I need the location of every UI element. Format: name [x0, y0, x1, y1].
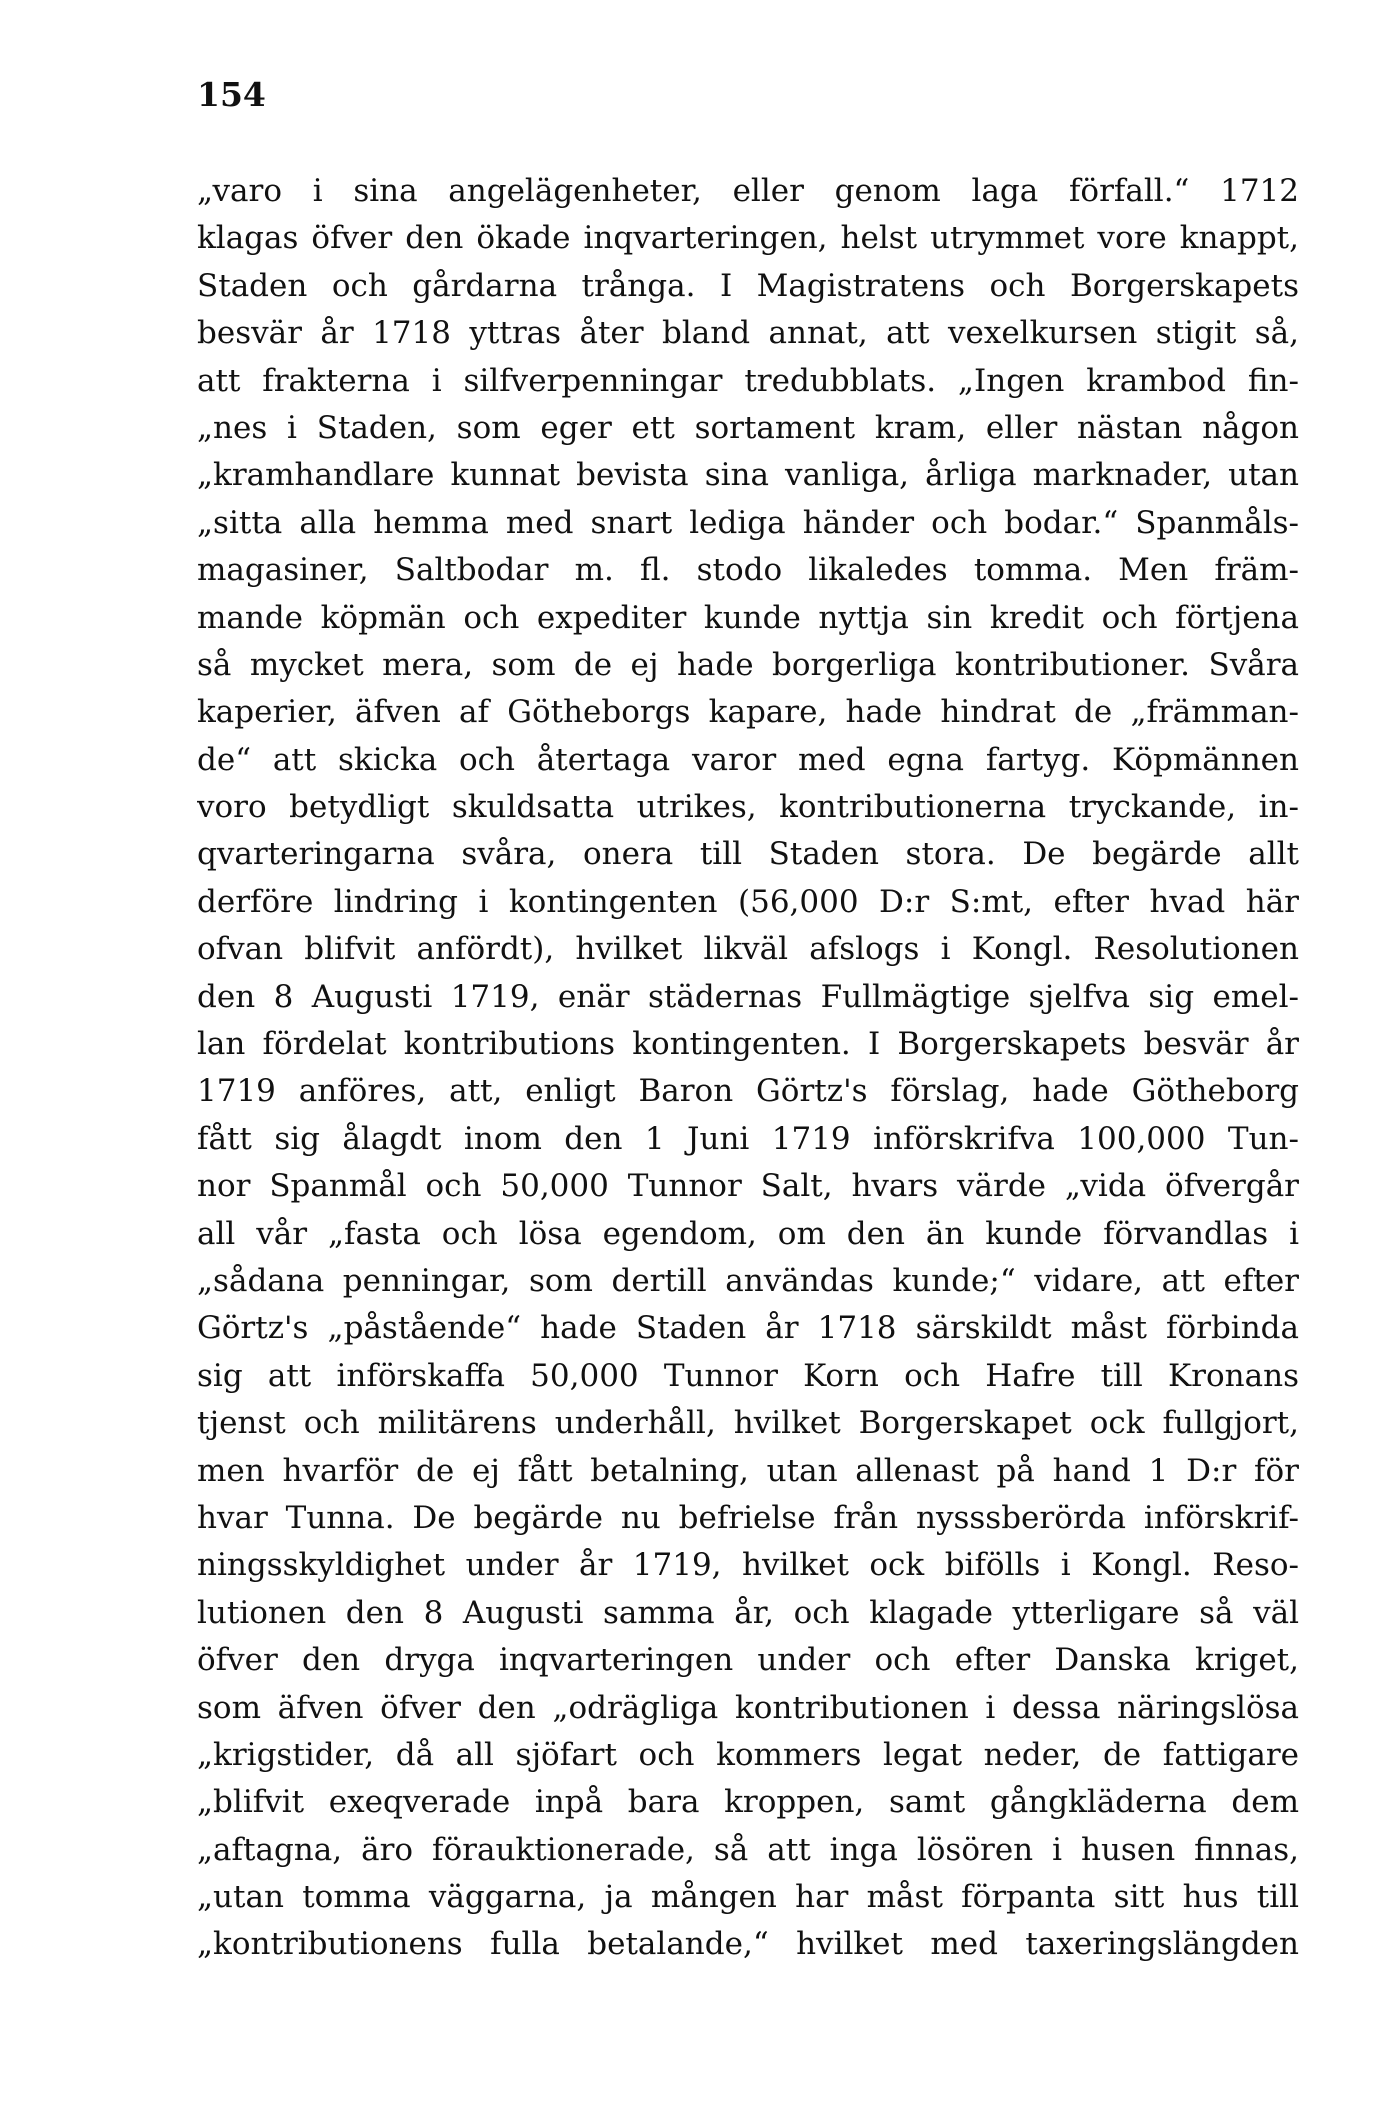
text-line: som äfven öfver den „odrägliga kontributionen i dessa näringslösa	[197, 1689, 1299, 1726]
text-line: klagas öfver den ökade inqvarteringen, helst utrymmet vore knappt,	[197, 220, 1299, 257]
text-line: nor Spanmål och 50,000 Tunnor Salt, hvars värde „vida öfvergår	[197, 1168, 1299, 1205]
body-text	[197, 168, 1299, 1969]
text-line: „nes i Staden, som eger ett sortament kram, eller nästan någon	[197, 409, 1299, 446]
page-number: 154	[197, 75, 266, 114]
text-line: tjenst och militärens underhåll, hvilket Borgerskapet ock fullgjort,	[197, 1405, 1299, 1442]
text-line: fått sig ålagdt inom den 1 Juni 1719 införskrifva 100,000 Tun-	[197, 1120, 1299, 1157]
text-line: sig att införskaffa 50,000 Tunnor Korn och Hafre till Kronans	[197, 1357, 1299, 1394]
text-line: voro betydligt skuldsatta utrikes, kontributionerna tryckande, in-	[197, 789, 1299, 826]
text-line: den 8 Augusti 1719, enär städernas Fullmägtige sjelfva sig emel-	[197, 978, 1299, 1015]
text-line: Staden och gårdarna trånga. I Magistratens och Borgerskapets	[197, 267, 1299, 304]
text-line: „kontributionens fulla betalande,“ hvilket med taxeringslängden	[197, 1926, 1299, 1963]
text-line: mande köpmän och expediter kunde nyttja sin kredit och förtjena	[197, 599, 1299, 636]
text-line: lutionen den 8 Augusti samma år, och klagade ytterligare så väl	[197, 1594, 1299, 1631]
text-line: besvär år 1718 yttras åter bland annat, att vexelkursen stigit så,	[197, 315, 1299, 352]
text-line: att frakterna i silfverpenningar tredubblats. „Ingen krambod fin-	[197, 362, 1299, 399]
text-line: „varo i sina angelägenheter, eller genom laga förfall.“ 1712	[197, 173, 1299, 209]
text-line: magasiner, Saltbodar m. fl. stodo likaledes tomma. Men främ-	[197, 552, 1299, 589]
text-line: så mycket mera, som de ej hade borgerliga kontributioner. Svåra	[197, 646, 1299, 683]
text-line: „sitta alla hemma med snart lediga händer och bodar.“ Spanmåls-	[197, 504, 1299, 541]
text-line: „aftagna, äro förauktionerade, så att inga lösören i husen finnas,	[197, 1831, 1299, 1868]
text-line: all vår „fasta och lösa egendom, om den än kunde förvandlas i	[197, 1215, 1299, 1252]
text-line: de“ att skicka och återtaga varor med egna fartyg. Köpmännen	[197, 741, 1299, 778]
text-line: 1719 anföres, att, enligt Baron Görtz's förslag, hade Götheborg	[197, 1073, 1299, 1110]
text-line: derföre lindring i kontingenten (56,000 D:r S:mt, efter hvad här	[197, 883, 1299, 920]
text-line: „kramhandlare kunnat bevista sina vanliga, årliga marknader, utan	[197, 457, 1299, 494]
text-line: qvarteringarna svåra, onera till Staden stora. De begärde allt	[197, 836, 1299, 873]
text-line: lan fördelat kontributions kontingenten. I Borgerskapets besvär år	[197, 1026, 1299, 1063]
text-line: „krigstider, då all sjöfart och kommers legat neder, de fattigare	[197, 1736, 1299, 1773]
text-line: kaperier, äfven af Götheborgs kapare, hade hindrat de „främman-	[197, 694, 1299, 731]
text-line: „blifvit exeqverade inpå bara kroppen, samt gångkläderna dem	[197, 1784, 1299, 1821]
text-line: öfver den dryga inqvarteringen under och efter Danska kriget,	[197, 1642, 1299, 1679]
text-line: ofvan blifvit anfördt), hvilket likväl afslogs i Kongl. Resolutionen	[197, 931, 1299, 968]
text-line: hvar Tunna. De begärde nu befrielse från nysssberörda införskrif-	[197, 1499, 1299, 1536]
text-line: Görtz's „påstående“ hade Staden år 1718 särskildt måst förbinda	[197, 1310, 1299, 1347]
text-line: „utan tomma väggarna, ja mången har måst förpanta sitt hus till	[197, 1879, 1299, 1916]
text-line: ningsskyldighet under år 1719, hvilket ock bifölls i Kongl. Reso-	[197, 1547, 1299, 1584]
text-line: „sådana penningar, som dertill användas kunde;“ vidare, att efter	[197, 1262, 1299, 1299]
text-line: men hvarför de ej fått betalning, utan allenast på hand 1 D:r för	[197, 1452, 1299, 1489]
